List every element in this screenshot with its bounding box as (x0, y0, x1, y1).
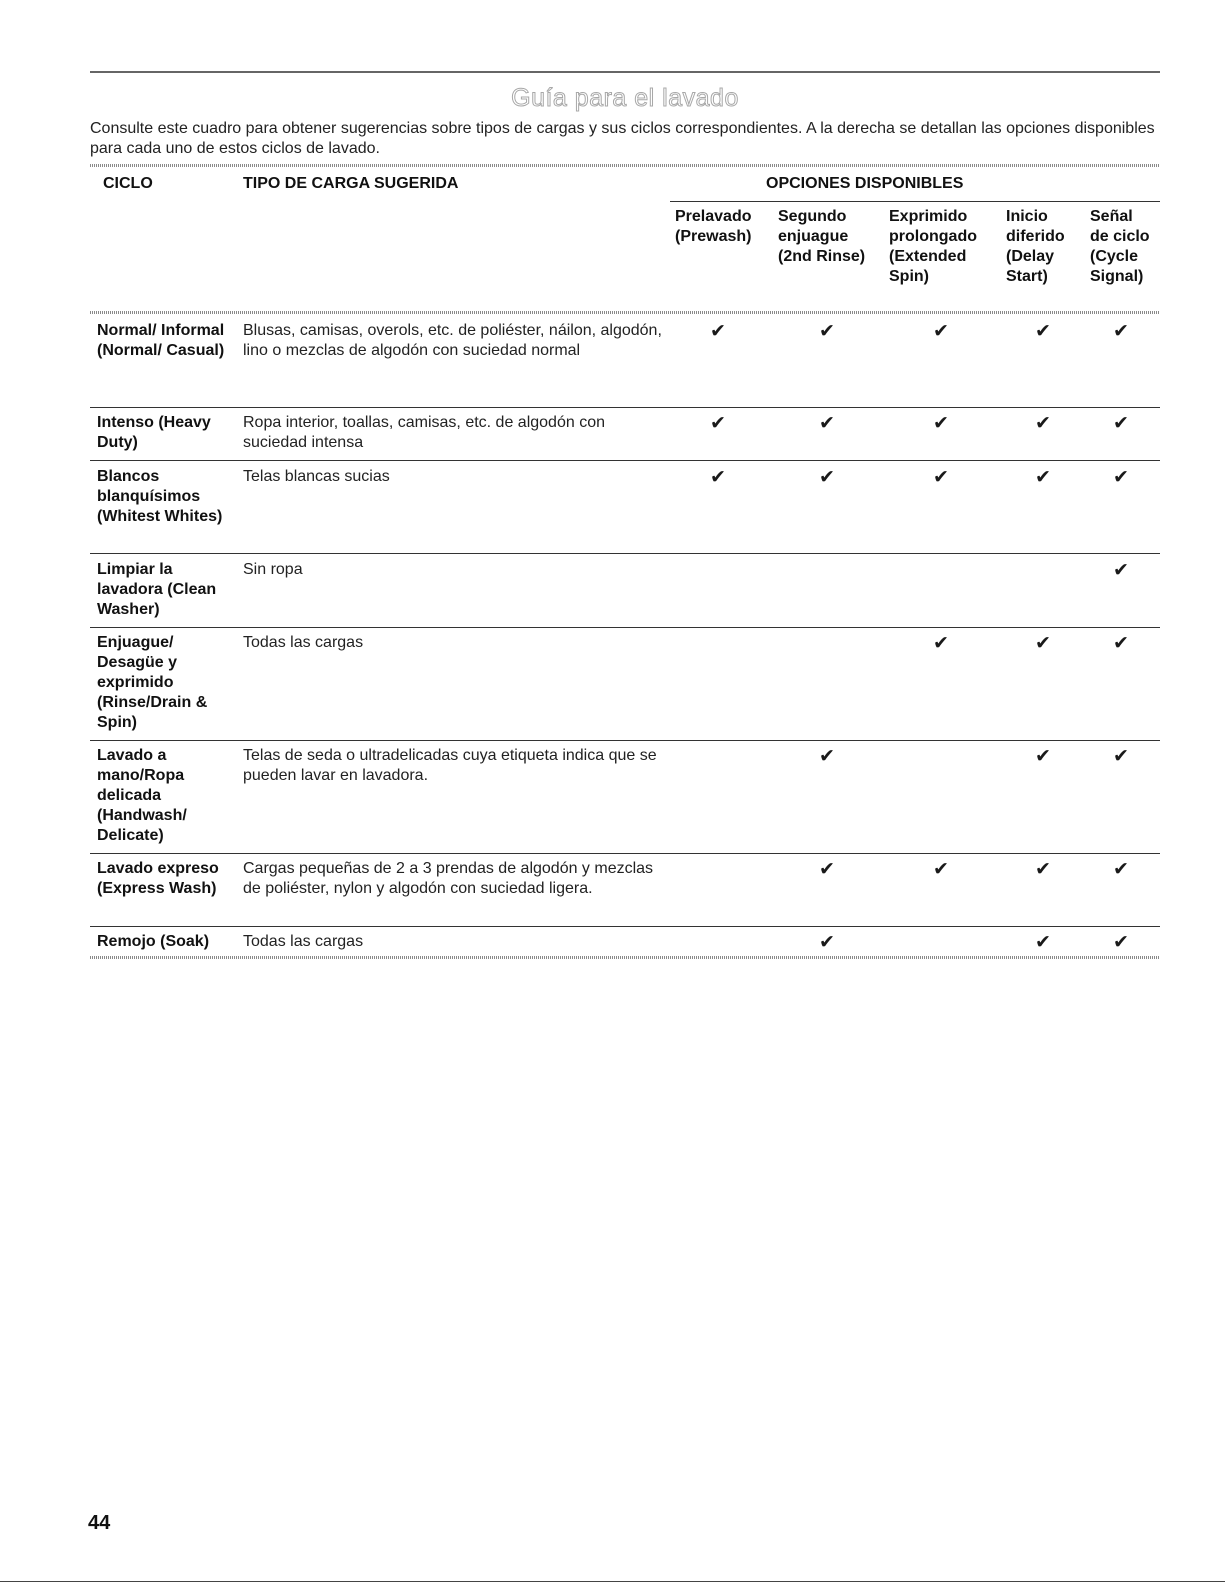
checkmark-icon: ✔ (1113, 632, 1129, 654)
option-header-cycle-signal: Señal de ciclo (Cycle Signal) (1090, 208, 1150, 285)
row-divider (90, 853, 1160, 854)
checkmark-icon: ✔ (1035, 858, 1051, 880)
page-number: 44 (88, 1512, 111, 1534)
checkmark-icon: ✔ (819, 858, 835, 880)
cycle-name: Lavado a mano/Ropa delicada (Handwash/ Delicate) (97, 747, 187, 844)
option-header-delay-start: Inicio diferido (Delay Start) (1006, 208, 1065, 285)
cycle-name: Remojo (Soak) (97, 933, 210, 950)
header-cycle: CICLO (103, 175, 153, 192)
checkmark-icon: ✔ (1113, 559, 1129, 581)
checkmark-icon: ✔ (1035, 412, 1051, 434)
checkmark-icon: ✔ (1035, 632, 1051, 654)
cycle-name: Limpiar la lavadora (Clean Washer) (97, 561, 217, 618)
cycle-name: Intenso (Heavy Duty) (97, 414, 211, 451)
checkmark-icon: ✔ (710, 412, 726, 434)
header-options: OPCIONES DISPONIBLES (766, 175, 964, 192)
checkmark-icon: ✔ (819, 320, 835, 342)
row-divider (90, 553, 1160, 554)
page-title: Guía para el lavado (511, 84, 739, 112)
load-description: Sin ropa (243, 561, 303, 578)
checkmark-icon: ✔ (933, 320, 949, 342)
intro-paragraph: Consulte este cuadro para obtener sugerencias sobre tipos de cargas y sus ciclos correspondientes. A la derecha se detallan las opciones disponibles para cada uno de estos ciclos de lavado. (90, 120, 1155, 157)
checkmark-icon: ✔ (1113, 745, 1129, 767)
cycle-name: Enjuague/ Desagüe y exprimido (Rinse/Drain & Spin) (97, 634, 208, 731)
load-description: Telas blancas sucias (243, 468, 390, 485)
checkmark-icon: ✔ (710, 320, 726, 342)
options-header-rule (670, 201, 1160, 202)
checkmark-icon: ✔ (933, 412, 949, 434)
row-divider (90, 926, 1160, 927)
header-load: TIPO DE CARGA SUGERIDA (243, 175, 459, 192)
row-divider (90, 740, 1160, 741)
checkmark-icon: ✔ (1035, 931, 1051, 953)
option-header-prewash: Prelavado (Prewash) (675, 208, 752, 245)
checkmark-icon: ✔ (710, 466, 726, 488)
checkmark-icon: ✔ (1035, 745, 1051, 767)
option-header-2nd-rinse: Segundo enjuague (2nd Rinse) (778, 208, 866, 265)
checkmark-icon: ✔ (819, 412, 835, 434)
checkmark-icon: ✔ (1113, 858, 1129, 880)
checkmark-icon: ✔ (1113, 320, 1129, 342)
cycle-name: Blancos blanquísimos (Whitest Whites) (97, 468, 223, 525)
row-divider (90, 460, 1160, 461)
checkmark-icon: ✔ (1113, 466, 1129, 488)
row-divider (90, 407, 1160, 408)
checkmark-icon: ✔ (1113, 931, 1129, 953)
table-bottom-rule (90, 956, 1160, 959)
checkmark-icon: ✔ (1035, 466, 1051, 488)
table-top-rule (90, 164, 1160, 167)
page-bottom-rule (0, 1581, 1225, 1582)
checkmark-icon: ✔ (1113, 412, 1129, 434)
row-divider (90, 627, 1160, 628)
checkmark-icon: ✔ (819, 466, 835, 488)
load-description: Cargas pequeñas de 2 a 3 prendas de algodón y mezclas de poliéster, nylon y algodón con suciedad ligera. (243, 860, 654, 897)
cycle-name: Lavado expreso (Express Wash) (97, 860, 219, 897)
load-description: Ropa interior, toallas, camisas, etc. de algodón con suciedad intensa (243, 414, 605, 451)
load-description: Blusas, camisas, overols, etc. de poliéster, náilon, algodón, lino o mezclas de algodón con suciedad normal (243, 322, 662, 359)
checkmark-icon: ✔ (933, 858, 949, 880)
checkmark-icon: ✔ (1035, 320, 1051, 342)
checkmark-icon: ✔ (819, 745, 835, 767)
checkmark-icon: ✔ (933, 632, 949, 654)
option-header-extended-spin: Exprimido prolongado (Extended Spin) (889, 208, 977, 285)
cycle-name: Normal/ Informal (Normal/ Casual) (97, 322, 225, 359)
checkmark-icon: ✔ (933, 466, 949, 488)
top-rule (90, 71, 1160, 73)
load-description: Telas de seda o ultradelicadas cuya etiqueta indica que se pueden lavar en lavadora. (243, 747, 657, 784)
load-description: Todas las cargas (243, 634, 364, 651)
checkmark-icon: ✔ (819, 931, 835, 953)
load-description: Todas las cargas (243, 933, 364, 950)
header-bottom-rule (90, 311, 1160, 314)
